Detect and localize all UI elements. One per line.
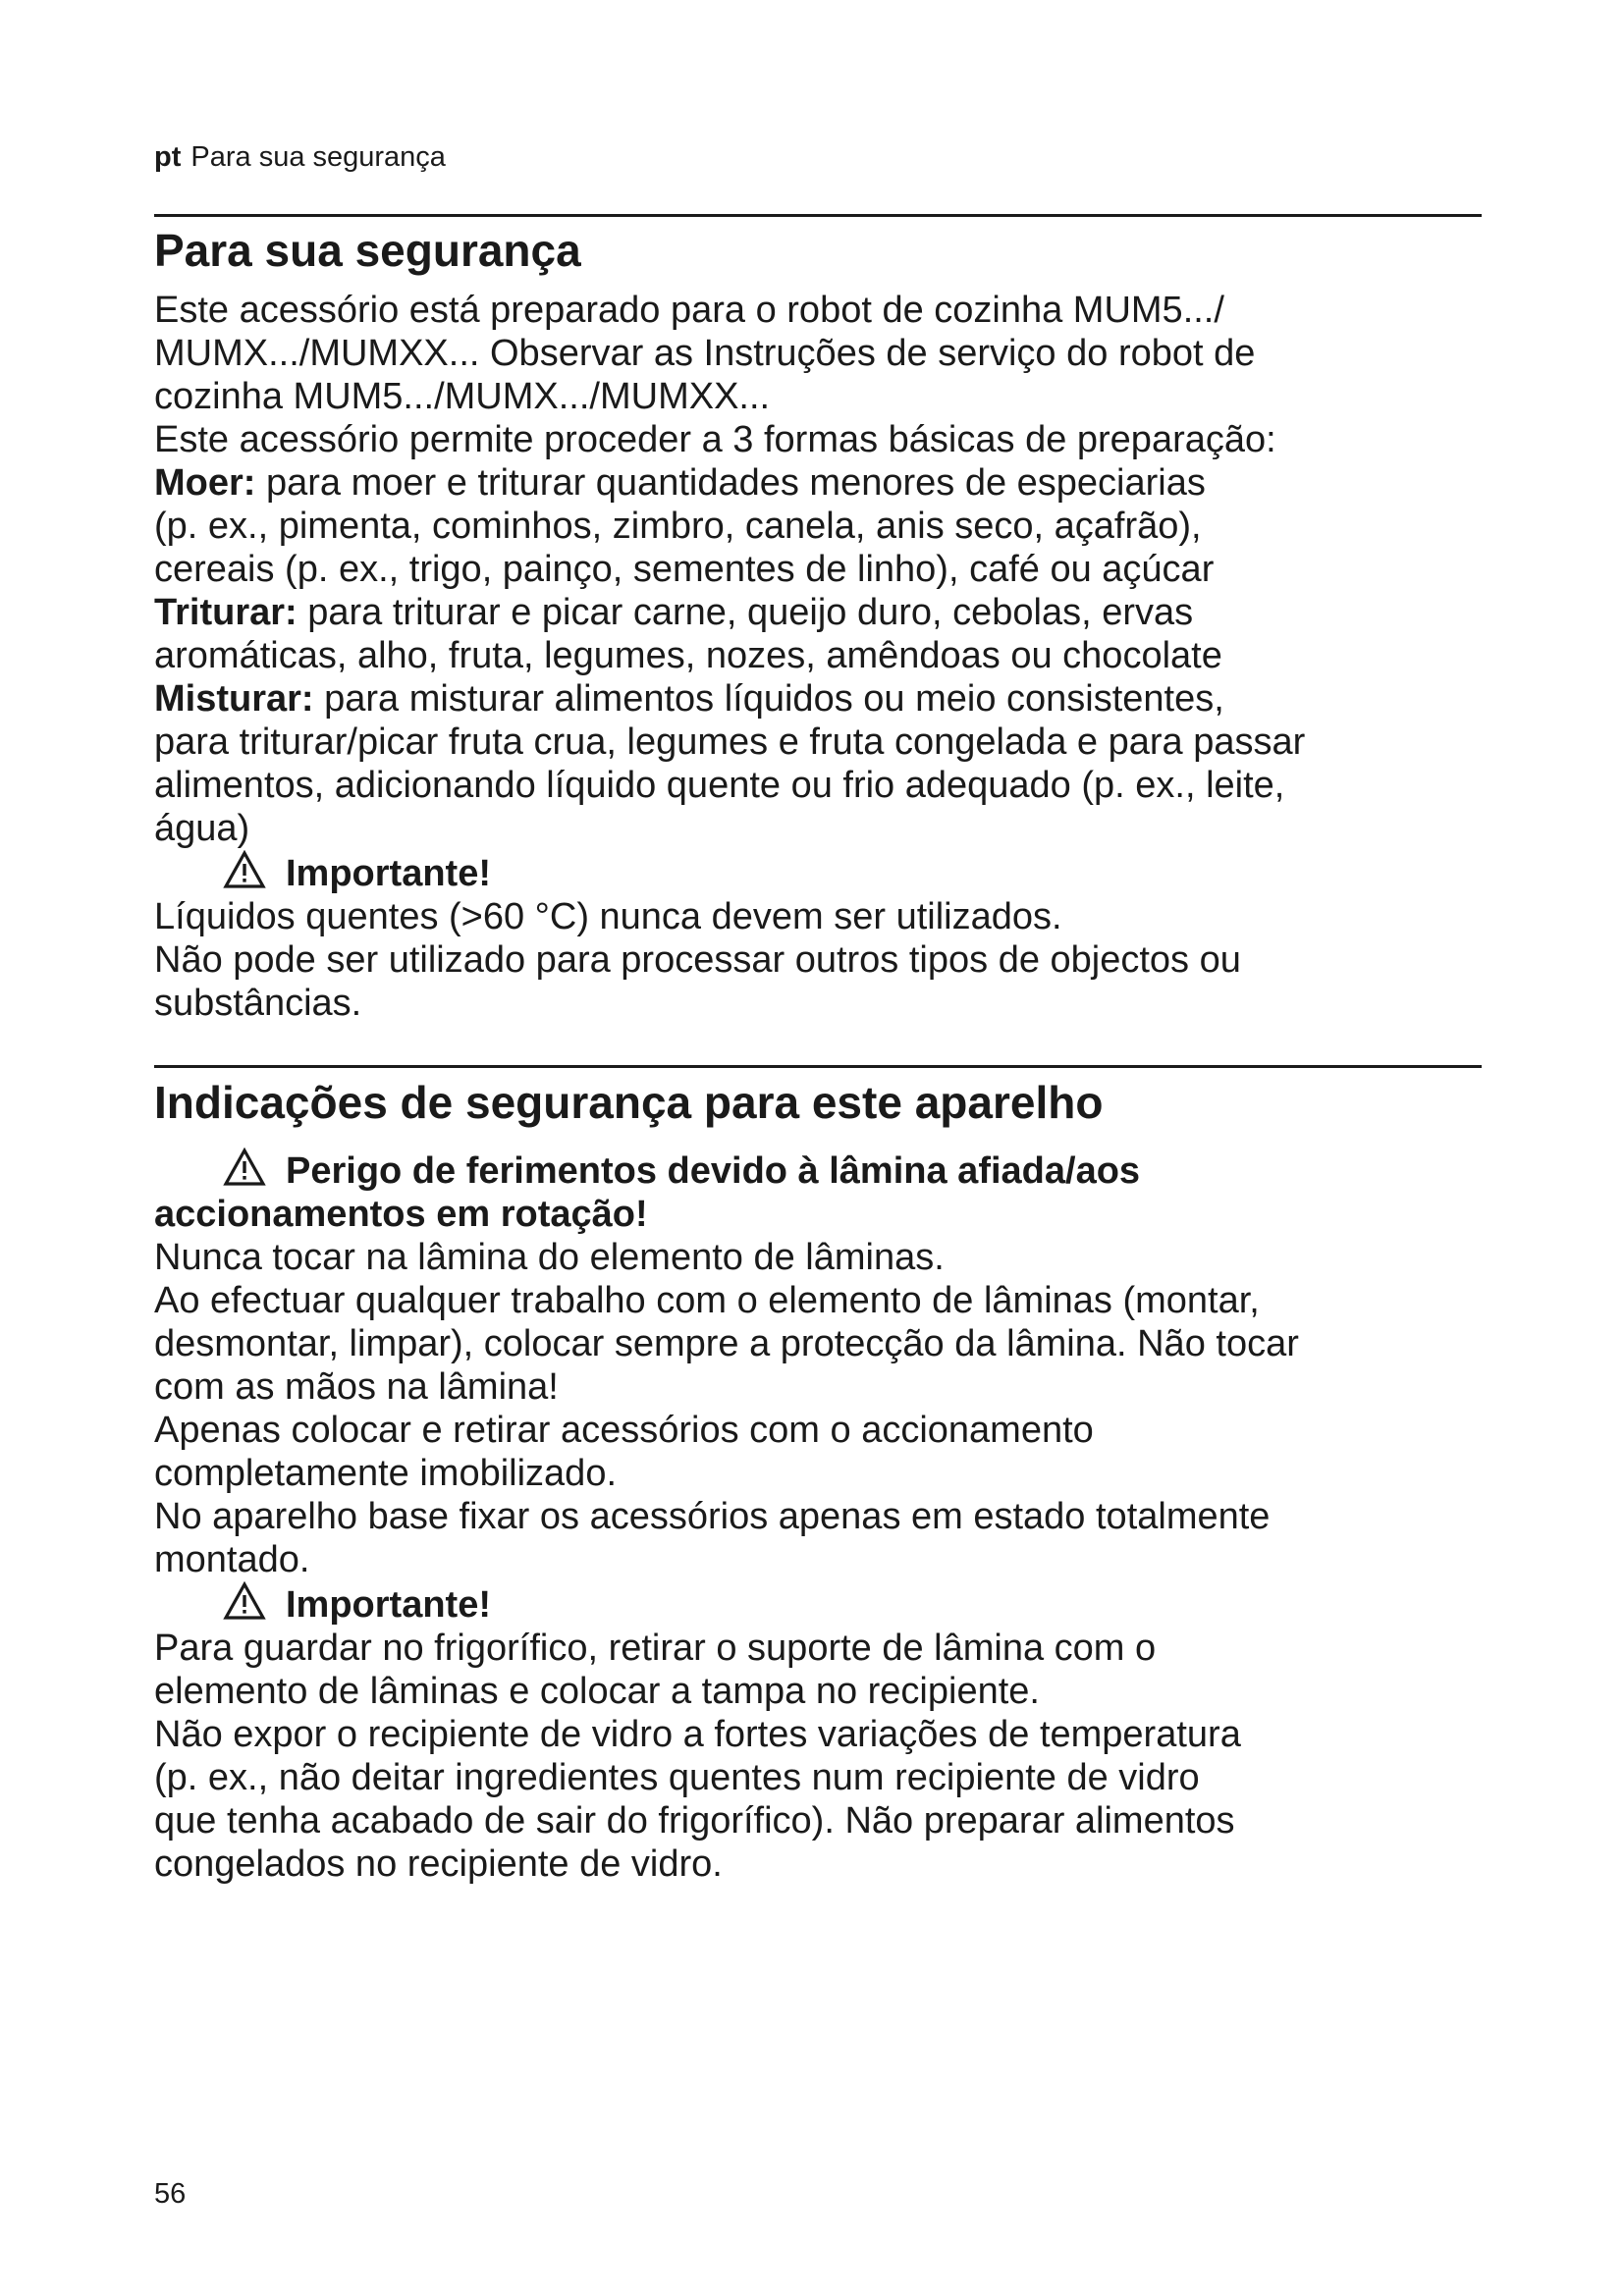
warning-line: Líquidos quentes (>60 °C) nunca devem ser utilizados. [154, 896, 1062, 937]
warning-title: Importante! [286, 1584, 491, 1626]
warning-line: que tenha acabado de sair do frigorífico). Não preparar alimentos [154, 1800, 1235, 1842]
header-section-title: Para sua segurança [190, 141, 446, 173]
danger-heading [154, 1148, 1489, 1193]
intro-line: MUMX.../MUMXX... Observar as Instruções de serviço do robot de [154, 333, 1256, 374]
section1-body [154, 289, 1489, 1025]
section-divider [154, 1065, 1482, 1068]
intro-line: Este acessório permite proceder a 3 formas básicas de preparação: [154, 419, 1276, 460]
warning-line: substâncias. [154, 983, 362, 1024]
danger-line: desmontar, limpar), colocar sempre a protecção da lâmina. Não tocar [154, 1323, 1299, 1364]
triturar-text: para triturar e picar carne, queijo duro, cebolas, ervas [297, 592, 1194, 633]
section-title-safety: Para sua segurança [154, 225, 581, 276]
moer-line: (p. ex., pimenta, cominhos, zimbro, canela, anis seco, açafrão), [154, 506, 1202, 547]
section-divider [154, 214, 1482, 217]
intro-line: Este acessório está preparado para o robot de cozinha MUM5.../ [154, 290, 1224, 331]
danger-title-continued: accionamentos em rotação! [154, 1194, 648, 1235]
danger-line: Apenas colocar e retirar acessórios com o accionamento [154, 1410, 1094, 1451]
moer-entry [154, 461, 1489, 505]
misturar-text: para misturar alimentos líquidos ou meio consistentes, [313, 678, 1224, 720]
warning-line: (p. ex., não deitar ingredientes quentes num recipiente de vidro [154, 1757, 1200, 1798]
danger-title: Perigo de ferimentos devido à lâmina afiada/aos [286, 1150, 1141, 1192]
section-title-device-safety: Indicações de segurança para este aparelho [154, 1077, 1104, 1128]
warning-line: Não pode ser utilizado para processar outros tipos de objectos ou [154, 939, 1241, 981]
danger-line: Ao efectuar qualquer trabalho com o elemento de lâminas (montar, [154, 1280, 1260, 1321]
warning-heading [154, 1581, 1489, 1627]
warning-line: Não expor o recipiente de vidro a fortes variações de temperatura [154, 1714, 1241, 1755]
misturar-entry [154, 677, 1489, 721]
warning-triangle-icon [223, 850, 266, 889]
section2-body [154, 1148, 1489, 1886]
intro-line: cozinha MUM5.../MUMX.../MUMXX... [154, 376, 771, 417]
danger-line: Nunca tocar na lâmina do elemento de lâminas. [154, 1237, 945, 1278]
warning-triangle-icon [223, 1148, 266, 1187]
language-code: pt [154, 141, 182, 173]
running-header [154, 140, 446, 174]
warning-heading [154, 850, 1489, 895]
danger-line: montado. [154, 1539, 310, 1580]
warning-line: elemento de lâminas e colocar a tampa no recipiente. [154, 1671, 1040, 1712]
danger-line: completamente imobilizado. [154, 1453, 618, 1494]
triturar-line: aromáticas, alho, fruta, legumes, nozes, amêndoas ou chocolate [154, 635, 1222, 676]
misturar-line: alimentos, adicionando líquido quente ou frio adequado (p. ex., leite, [154, 765, 1285, 806]
warning-line: congelados no recipiente de vidro. [154, 1843, 723, 1885]
misturar-line: água) [154, 808, 250, 849]
misturar-label: Misturar: [154, 678, 314, 720]
danger-line: com as mãos na lâmina! [154, 1366, 559, 1408]
danger-line: No aparelho base fixar os acessórios apenas em estado totalmente [154, 1496, 1271, 1537]
warning-title: Importante! [286, 853, 491, 894]
moer-line: cereais (p. ex., trigo, painço, sementes de linho), café ou açúcar [154, 549, 1215, 590]
warning-line: Para guardar no frigorífico, retirar o suporte de lâmina com o [154, 1628, 1157, 1669]
triturar-label: Triturar: [154, 592, 298, 633]
misturar-line: para triturar/picar fruta crua, legumes e fruta congelada e para passar [154, 721, 1306, 763]
moer-text: para moer e triturar quantidades menores de especiarias [255, 462, 1206, 504]
moer-label: Moer: [154, 462, 256, 504]
warning-triangle-icon [223, 1581, 266, 1621]
triturar-entry [154, 591, 1489, 634]
page-number: 56 [154, 2178, 187, 2210]
